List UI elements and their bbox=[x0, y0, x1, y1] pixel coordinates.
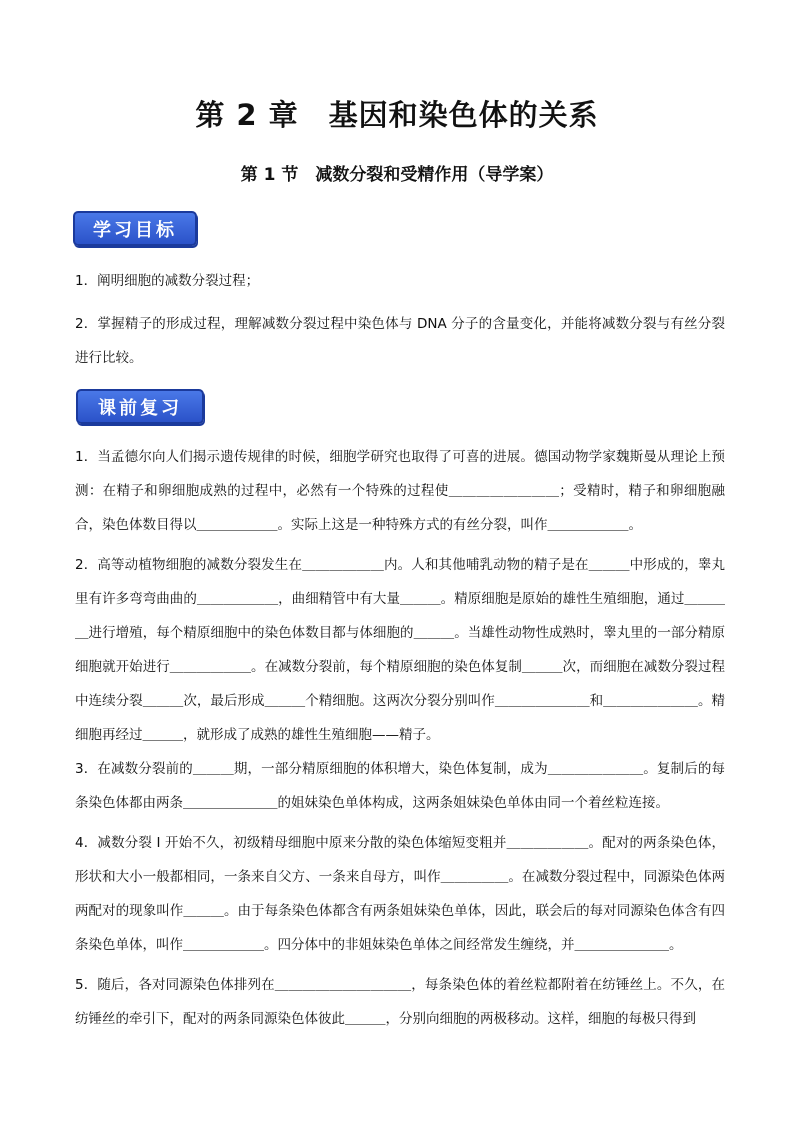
review-banner: 课前复习 bbox=[76, 389, 204, 424]
review-item-4: 4．减数分裂 I 开始不久，初级精母细胞中原来分散的染色体缩短变粗并＿＿＿＿＿＿。配对的两条染色体，形状和大小一般都相同，一条来自父方、一条来自母方，叫作＿＿＿＿＿。在减数分裂过程中，同源染色体两两配对的现象叫作＿＿＿。由于每条染色体都含有两条姐妹染色单体，因此，联会后的每对同源染色体含有四条染色单体，叫作＿＿＿＿＿＿。四分体中的非姐妹染色单体之间经常发生缠绕，并＿＿＿＿＿＿＿。 bbox=[75, 835, 725, 953]
review-item-2: 2．高等动植物细胞的减数分裂发生在＿＿＿＿＿＿内。人和其他哺乳动物的精子是在＿＿＿中形成的，睾丸里有许多弯弯曲曲的＿＿＿＿＿＿，曲细精管中有大量＿＿＿。精原细胞是原始的雄性生殖细胞，通过＿＿＿＿进行增殖，每个精原细胞中的染色体数目都与体细胞的＿＿＿。当雄性动物性成熟时，睾丸里的一部分精原细胞就开始进行＿＿＿＿＿＿。在减数分裂前，每个精原细胞的染色体复制＿＿＿次，而细胞在减数分裂过程中连续分裂＿＿＿次，最后形成＿＿＿个精细胞。这两次分裂分别叫作＿＿＿＿＿＿＿和＿＿＿＿＿＿＿。精细胞再经过＿＿＿，就形成了成熟的雄性生殖细胞——精子。 bbox=[75, 557, 725, 743]
goal-item-1: 1．阐明细胞的减数分裂过程； bbox=[75, 273, 260, 289]
section-title: 第 1 节 减数分裂和受精作用（导学案） bbox=[240, 165, 554, 185]
review-item-1: 1．当孟德尔向人们揭示遗传规律的时候，细胞学研究也取得了可喜的进展。德国动物学家魏斯曼从理论上预测：在精子和卵细胞成熟的过程中，必然有一个特殊的过程使＿＿＿＿＿＿＿＿；受精时，精子和卵细胞融合，染色体数目得以＿＿＿＿＿＿。实际上这是一种特殊方式的有丝分裂，叫作＿＿＿＿＿＿。 bbox=[75, 449, 725, 533]
goal-item-2: 2．掌握精子的形成过程，理解减数分裂过程中染色体与 DNA 分子的含量变化，并能将减数分裂与有丝分裂进行比较。 bbox=[75, 316, 725, 366]
goals-banner: 学习目标 bbox=[73, 211, 197, 246]
chapter-title: 第 2 章 基因和染色体的关系 bbox=[195, 98, 599, 132]
review-item-3: 3．在减数分裂前的＿＿＿期，一部分精原细胞的体积增大，染色体复制，成为＿＿＿＿＿＿＿。复制后的每条染色体都由两条＿＿＿＿＿＿＿的姐妹染色单体构成，这两条姐妹染色单体由同一个着丝粒连接。 bbox=[75, 761, 725, 811]
review-item-5: 5．随后，各对同源染色体排列在＿＿＿＿＿＿＿＿＿＿，每条染色体的着丝粒都附着在纺锤丝上。不久，在纺锤丝的牵引下，配对的两条同源染色体彼此＿＿＿，分别向细胞的两极移动。这样，细胞的每极只得到 bbox=[75, 977, 725, 1027]
